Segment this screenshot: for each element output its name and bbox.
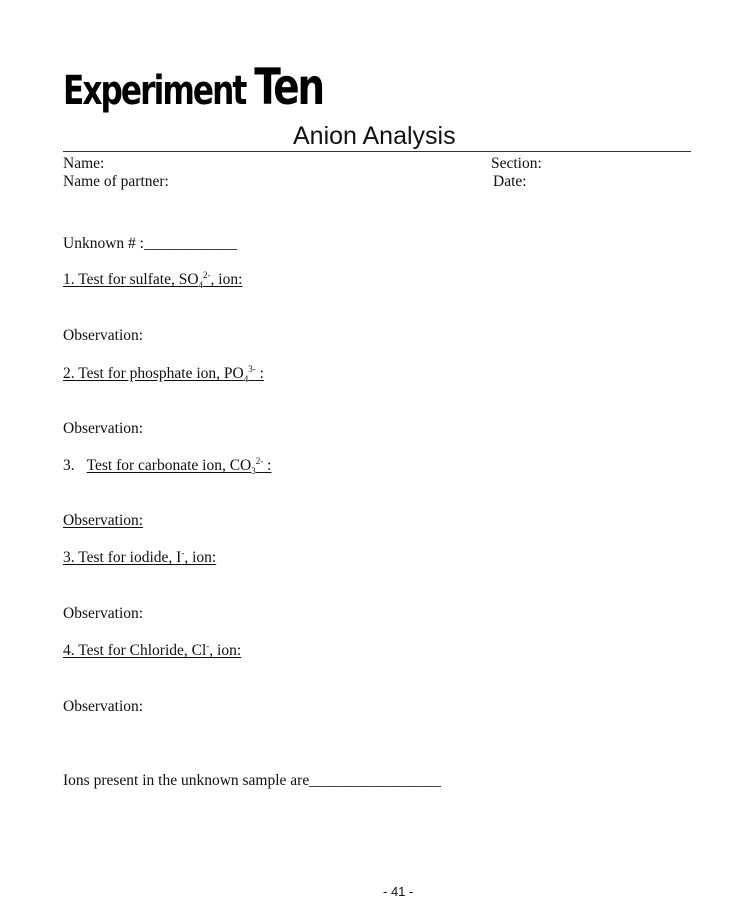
- carbonate-heading-tail: :: [263, 457, 272, 474]
- chloride-heading-text: 4. Test for Chloride, Cl: [63, 642, 207, 659]
- phosphate-heading-text: 2. Test for phosphate ion, PO: [63, 365, 244, 382]
- iodide-observation: Observation:: [63, 605, 144, 622]
- carbonate-heading: [86, 455, 272, 477]
- sulfate-subscript: 4: [198, 280, 204, 291]
- carbonate-number: 3.: [63, 457, 75, 474]
- iodide-heading-text: 3. Test for iodide, I: [63, 549, 182, 566]
- name-label: Name:: [63, 155, 105, 172]
- phosphate-charge: 3-: [248, 363, 256, 374]
- phosphate-observation: Observation:: [63, 420, 144, 437]
- iodide-charge: -: [181, 547, 185, 558]
- conclusion-line: Ions present in the unknown sample are_________________: [63, 772, 441, 789]
- carbonate-heading-text: Test for carbonate ion, CO: [86, 457, 252, 474]
- phosphate-test-heading: [63, 365, 264, 383]
- sulfate-observation: Observation:: [63, 327, 144, 344]
- iodide-heading-tail: , ion:: [184, 549, 217, 566]
- chloride-heading-tail: , ion:: [209, 642, 242, 659]
- sulfate-heading-text: 1. Test for sulfate, SO: [63, 271, 199, 288]
- sulfate-heading-tail: , ion:: [210, 271, 243, 288]
- title-number: Ten: [254, 58, 323, 116]
- experiment-title: [63, 58, 323, 116]
- carbonate-charge: 2-: [255, 455, 264, 466]
- partner-label: Name of partner:: [63, 173, 169, 190]
- carbonate-observation: Observation:: [63, 512, 144, 529]
- iodide-test-heading: [63, 549, 216, 567]
- sulfate-charge: 2-: [203, 269, 211, 280]
- carbonate-test-heading: [63, 457, 271, 475]
- phosphate-subscript: 4: [243, 374, 249, 385]
- page-subtitle: Anion Analysis: [293, 122, 456, 150]
- header-rule: [63, 151, 691, 152]
- chloride-test-heading: [63, 642, 241, 660]
- section-label: Section:: [491, 155, 542, 172]
- title-text: Experiment: [63, 68, 255, 114]
- unknown-number-field: Unknown # :____________: [63, 235, 237, 252]
- carbonate-subscript: 3: [251, 466, 256, 477]
- chloride-observation: Observation:: [63, 698, 144, 715]
- sulfate-test-heading: [63, 271, 242, 289]
- date-label: Date:: [493, 173, 527, 190]
- page-number: - 41 -: [383, 884, 414, 899]
- phosphate-heading-tail: :: [255, 365, 264, 382]
- chloride-charge: -: [206, 640, 210, 651]
